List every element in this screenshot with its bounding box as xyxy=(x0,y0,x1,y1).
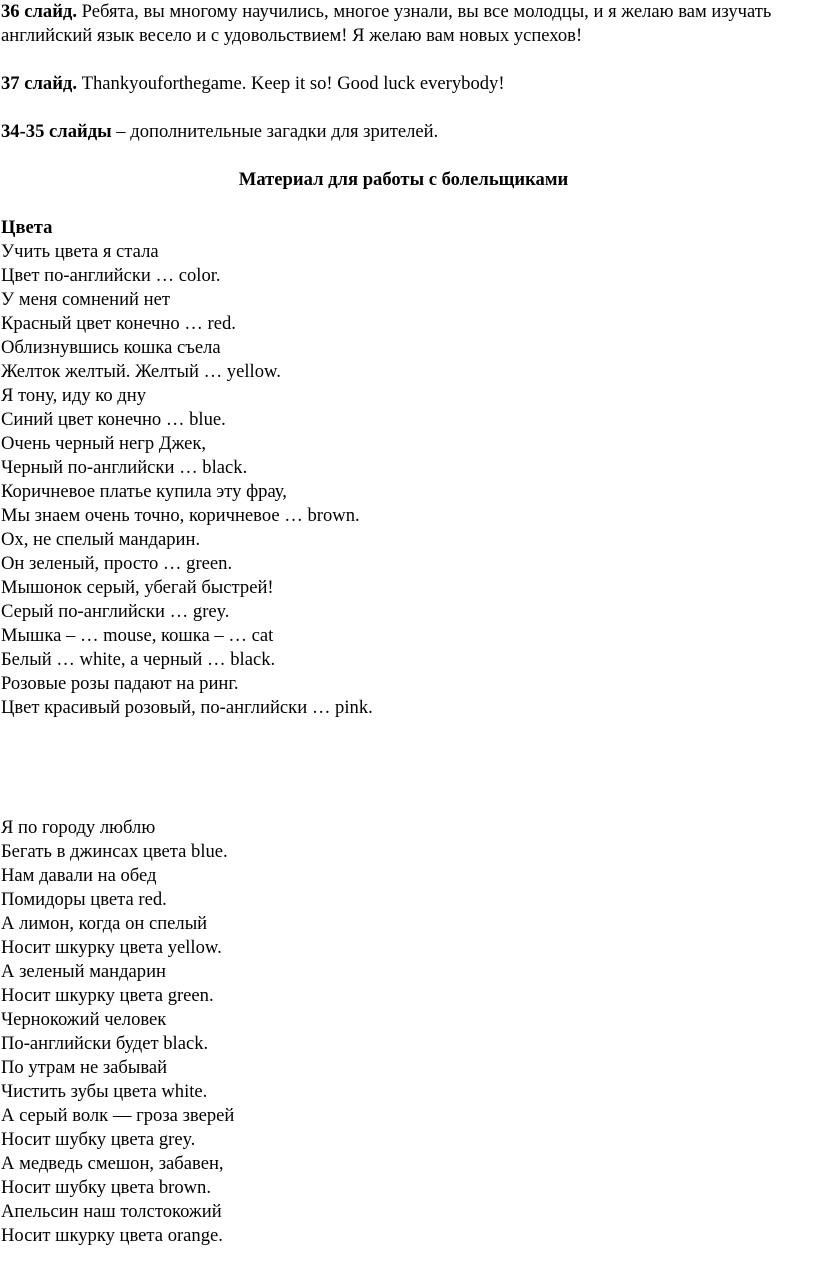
poem-line: Цвет по-английски … color. xyxy=(1,265,221,286)
poem-line: Носит шубку цвета grey. xyxy=(1,1129,196,1150)
poem-line: Нам давали на обед xyxy=(1,865,157,886)
poem-line: Черный по-английски … black. xyxy=(1,457,248,478)
poem-line: Он зеленый, просто … green. xyxy=(1,553,233,574)
poem-line: А лимон, когда он спелый xyxy=(1,913,208,934)
poem-line: Облизнувшись кошка съела xyxy=(1,337,221,358)
poem-line: Я по городу люблю xyxy=(1,817,156,838)
poem-line: Красный цвет конечно … red. xyxy=(1,313,236,334)
poem-line: А зеленый мандарин xyxy=(1,961,167,982)
slide-37-text: Thankyouforthegame. Keep it so! Good luck everybody! xyxy=(77,73,505,94)
poem-line: У меня сомнений нет xyxy=(1,289,170,310)
poem-line: Носит шкурку цвета yellow. xyxy=(1,937,222,958)
poem-line: Синий цвет конечно … blue. xyxy=(1,409,226,430)
slide-37-paragraph xyxy=(1,72,816,96)
poem-line: Носит шкурку цвета orange. xyxy=(1,1225,223,1246)
poem-line: Помидоры цвета red. xyxy=(1,889,167,910)
poem-line: Чистить зубы цвета white. xyxy=(1,1081,208,1102)
slide-34-35-paragraph xyxy=(1,120,816,144)
poem-line: Я тону, иду ко дну xyxy=(1,385,147,406)
slide-36-text: Ребята, вы многому научились, многое узнали, вы все молодцы, и я желаю вам изучать английский язык весело и с удовольствием! Я желаю вам новых успехов! xyxy=(1,1,772,46)
poem-line: Коричневое платье купила эту фрау, xyxy=(1,481,287,502)
poem-line: Мышонок серый, убегай быстрей! xyxy=(1,577,274,598)
poem-line: Ох, не спелый мандарин. xyxy=(1,529,201,550)
poem-line: Мы знаем очень точно, коричневое … brown. xyxy=(1,505,360,526)
poem-line: А серый волк — гроза зверей xyxy=(1,1105,235,1126)
section-title: Материал для работы с болельщиками xyxy=(238,169,569,190)
poem-line: Цвет красивый розовый, по-английски … pink. xyxy=(1,697,373,718)
colors-heading-text: Цвета xyxy=(1,217,53,238)
poem-line: Бегать в джинсах цвета blue. xyxy=(1,841,228,862)
poem-two xyxy=(1,816,816,1248)
poem-line: Учить цвета я стала xyxy=(1,241,159,262)
poem-line: Чернокожий человек xyxy=(1,1009,167,1030)
poem-line: Серый по-английски … grey. xyxy=(1,601,230,622)
poem-one xyxy=(1,240,816,720)
poem-line: Желток желтый. Желтый … yellow. xyxy=(1,361,281,382)
poem-line: Мышка – … mouse, кошка – … cat xyxy=(1,625,274,646)
slide-34-35-label: 34-35 слайды xyxy=(1,121,112,142)
poem-line: Белый … white, а черный … black. xyxy=(1,649,276,670)
poem-line: Носит шкурку цвета green. xyxy=(1,985,214,1006)
colors-heading xyxy=(1,216,816,240)
poem-line: А медведь смешон, забавен, xyxy=(1,1153,224,1174)
slide-36-label: 36 слайд. xyxy=(1,1,77,22)
poem-line: Розовые розы падают на ринг. xyxy=(1,673,239,694)
poem-line: Очень черный негр Джек, xyxy=(1,433,207,454)
poem-line: Апельсин наш толстокожий xyxy=(1,1201,222,1222)
poem-line: Носит шубку цвета brown. xyxy=(1,1177,211,1198)
slide-37-label: 37 слайд. xyxy=(1,73,77,94)
poem-line: По-английски будет black. xyxy=(1,1033,209,1054)
slide-36-paragraph xyxy=(1,0,816,48)
slide-34-35-text: – дополнительные загадки для зрителей. xyxy=(111,121,439,142)
poem-line: По утрам не забывай xyxy=(1,1057,168,1078)
